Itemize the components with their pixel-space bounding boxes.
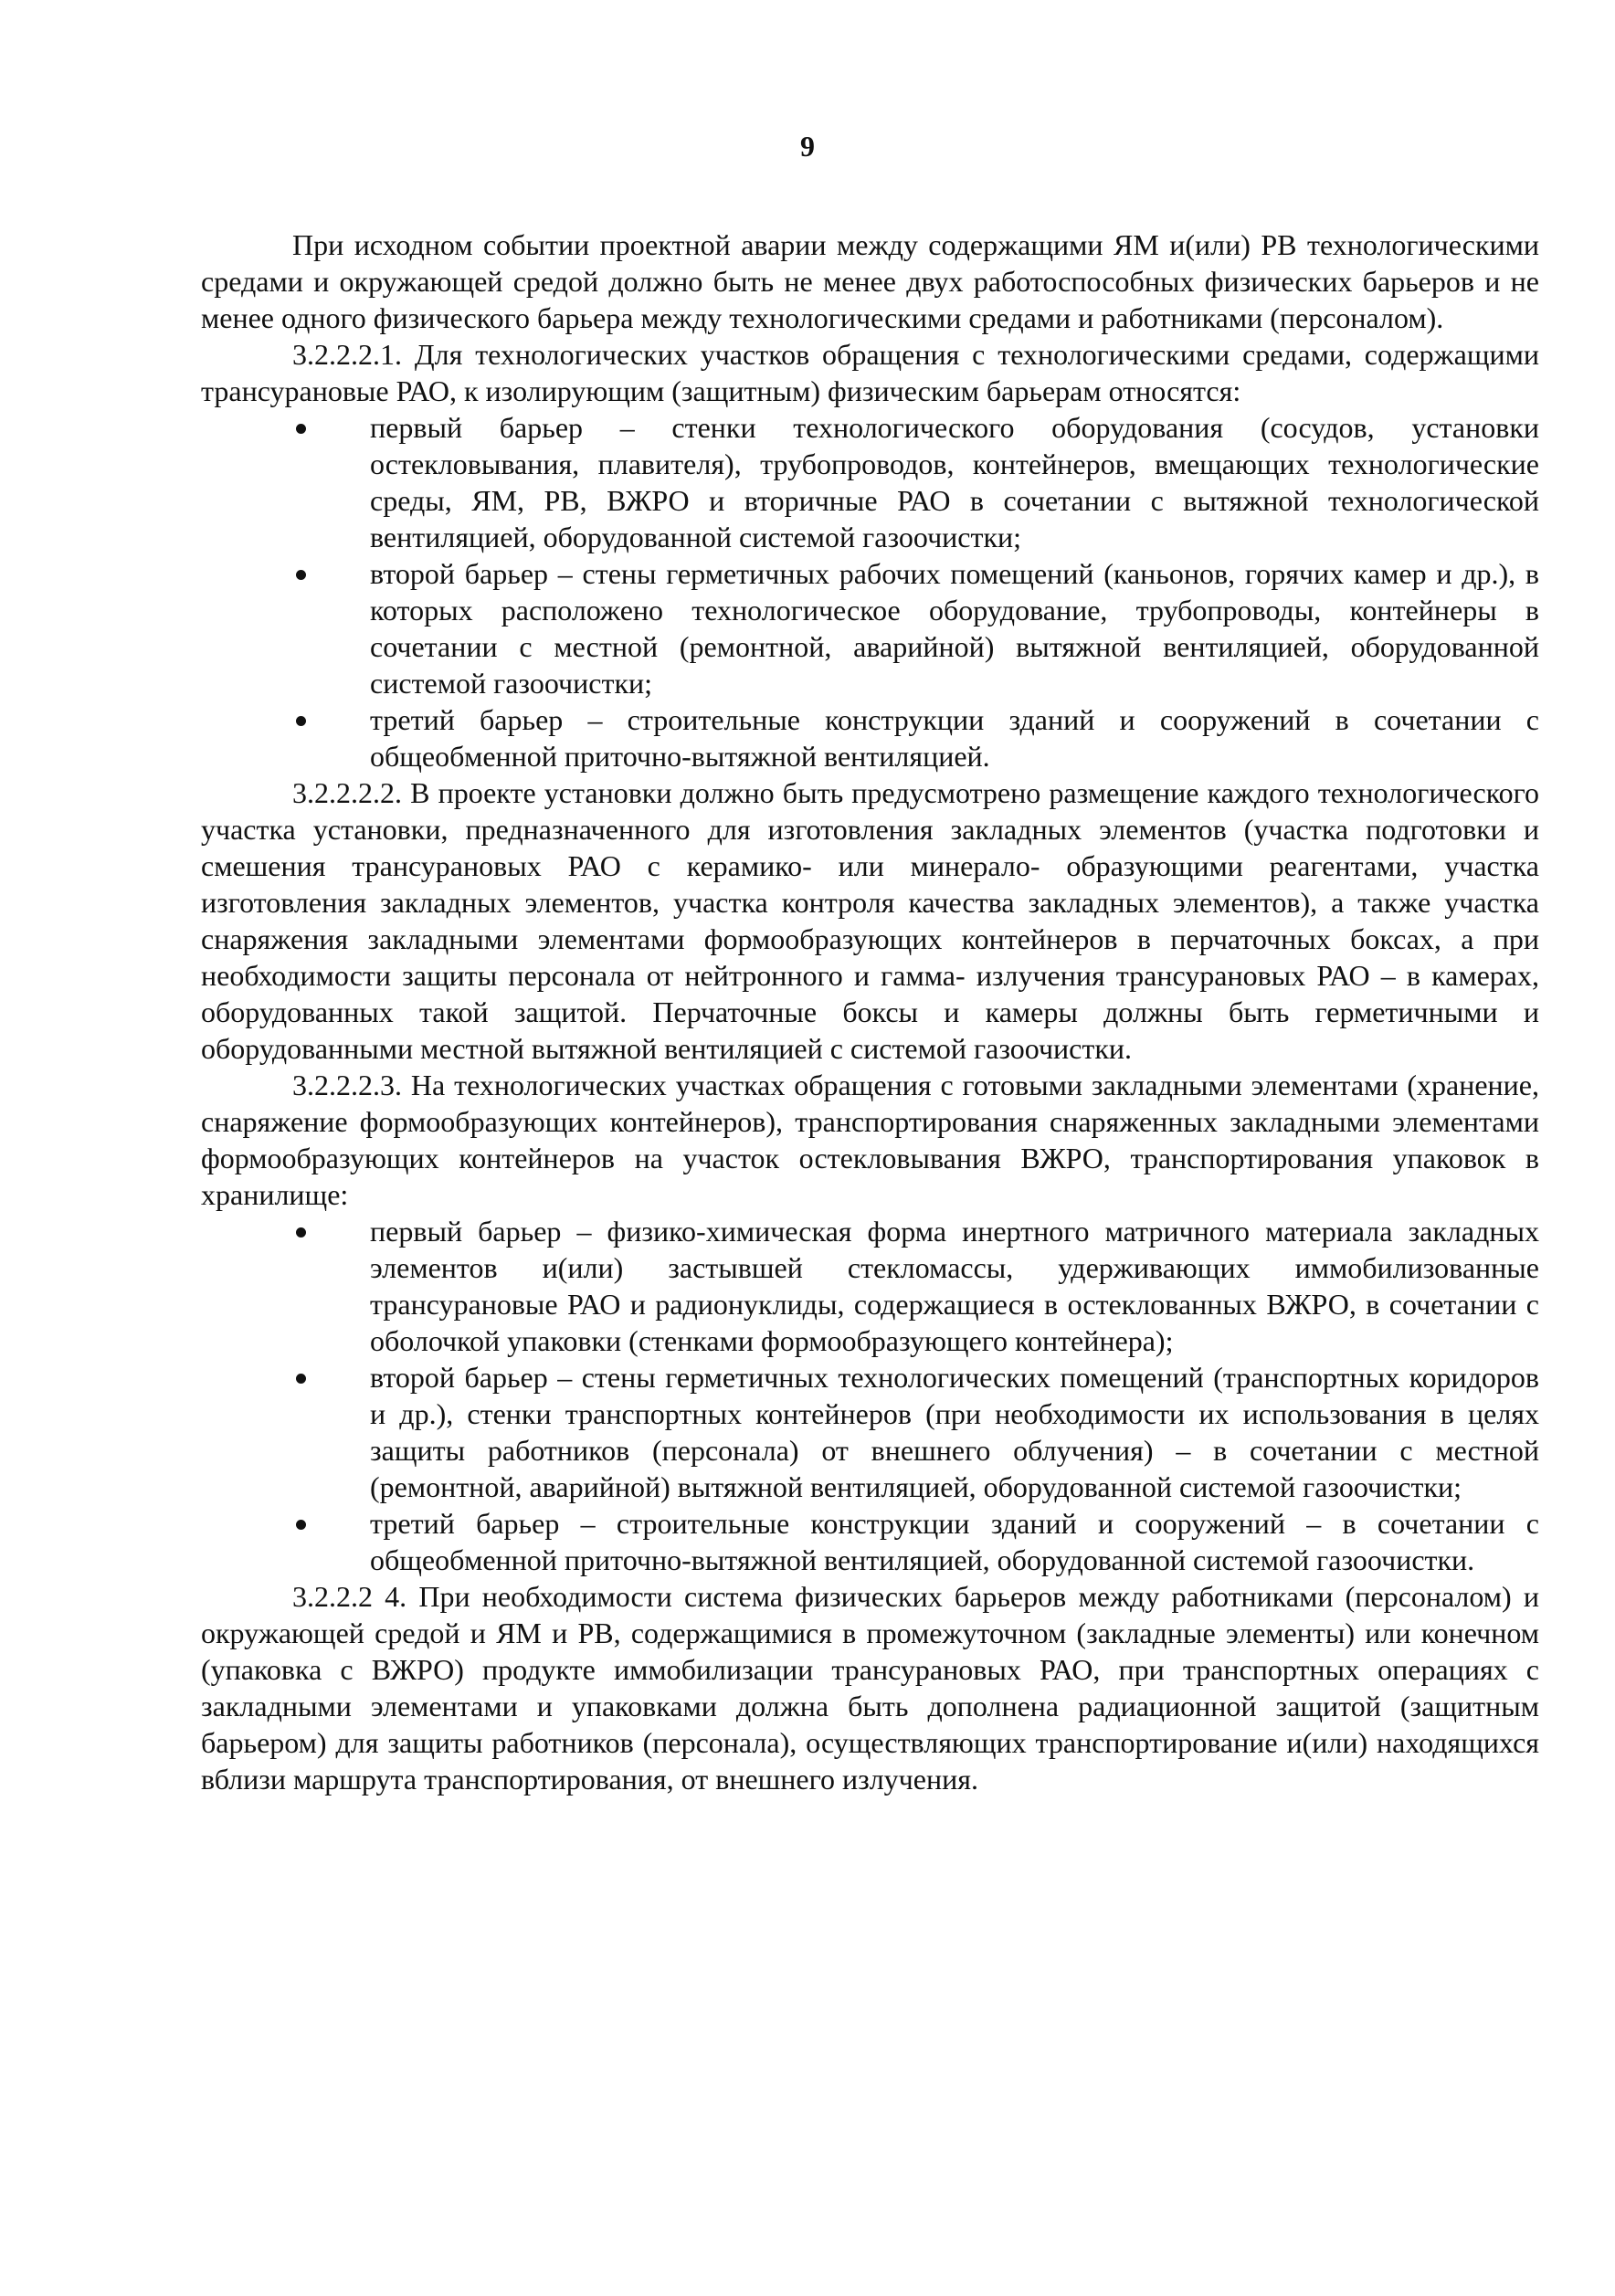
bullet-icon (296, 1374, 306, 1384)
list-item-text: первый барьер – физико-химическая форма инертного матричного материала закладных элементов и(или) застывшей стекломассы, удерживающих иммобилизованные трансурановые РАО и радионуклиды, содержащиеся в остеклованных ВЖРО, в сочетании с оболочкой упаковки (стенками формообразующего контейнера); (370, 1215, 1539, 1357)
paragraph-intro: При исходном событии проектной аварии между содержащими ЯМ и(или) РВ технологическими средами и окружающей средой должно быть не менее двух работоспособных физических барьеров и не менее одного физического барьера между технологическими средами и работниками (персоналом). (201, 228, 1539, 334)
list-item-text: третий барьер – строительные конструкции зданий и сооружений – в сочетании с общеобменной приточно-вытяжной вентиляцией, оборудованной системой газоочистки. (370, 1507, 1539, 1576)
barrier-list-1 (201, 409, 1539, 774)
list-item-text: второй барьер – стены герметичных рабочих помещений (каньонов, горячих камер и др.), в которых расположено технологическое оборудование, трубопроводы, контейнеры в сочетании с местной (ремонтной, аварийной) вытяжной вентиляцией, оборудованной системой газоочистки; (370, 557, 1539, 700)
bullet-icon (296, 570, 306, 580)
barrier-list-2 (201, 1213, 1539, 1578)
paragraph-3-2-2-2-3: 3.2.2.2.3. На технологических участках обращения с готовыми закладными элементами (хранение, снаряжение формообразующих контейнеров), транспортирования снаряженных закладными элементами формообразующих контейнеров на участок остекловывания ВЖРО, транспортирования упаковок в хранилище: (201, 1069, 1539, 1211)
list-item-text: первый барьер – стенки технологического оборудования (сосудов, установки остекловывания, плавителя), трубопроводов, контейнеров, вмещающих технологические среды, ЯМ, РВ, ВЖРО и вторичные РАО в сочетании с вытяжной технологической вентиляцией, оборудованной системой газоочистки; (370, 411, 1539, 553)
paragraph-3-2-2-2-1: 3.2.2.2.1. Для технологических участков обращения с технологическими средами, содержащими трансурановые РАО, к изолирующим (защитным) физическим барьерам относятся: (201, 338, 1539, 407)
bullet-icon (296, 1520, 306, 1530)
paragraph-3-2-2-2-4: 3.2.2.2 4. При необходимости система физических барьеров между работниками (персоналом) и окружающей средой и ЯМ и РВ, содержащимися в промежуточном (закладные элементы) или конечном (упаковка с ВЖРО) продукте иммобилизации трансурановых РАО, при транспортных операциях с закладными элементами и упаковками должна быть дополнена радиационной защитой (защитным барьером) для защиты работников (персонала), осуществляющих транспортирование и(или) находящихся вблизи маршрута транспортирования, от внешнего излучения. (201, 1580, 1539, 1796)
document-body (201, 226, 1539, 1797)
list-item (201, 701, 1539, 774)
list-item-text: третий барьер – строительные конструкции зданий и сооружений в сочетании с общеобменной приточно-вытяжной вентиляцией. (370, 703, 1539, 773)
list-item (201, 555, 1539, 701)
bullet-icon (296, 716, 306, 726)
bullet-icon (296, 1227, 306, 1238)
bullet-icon (296, 424, 306, 434)
list-item (201, 409, 1539, 555)
list-item-text: второй барьер – стены герметичных технологических помещений (транспортных коридоров и др.), стенки транспортных контейнеров (при необходимости их использования в целях защиты работников (персонала) от внешнего облучения) – в сочетании с местной (ремонтной, аварийной) вытяжной вентиляцией, оборудованной системой газоочистки; (370, 1361, 1539, 1503)
page-number: 9 (800, 130, 815, 163)
paragraph-3-2-2-2-2: 3.2.2.2.2. В проекте установки должно быть предусмотрено размещение каждого технологического участка установки, предназначенного для изготовления закладных элементов (участка подготовки и смешения трансурановых РАО с керамико- или минерало- образующими реагентами, участка изготовления закладных элементов, участка контроля качества закладных элементов), а также участка снаряжения закладными элементами формообразующих контейнеров в перчаточных боксах, а при необходимости защиты персонала от нейтронного и гамма- излучения трансурановых РАО – в камерах, оборудованных такой защитой. Перчаточные боксы и камеры должны быть герметичными и оборудованными местной вытяжной вентиляцией с системой газоочистки. (201, 776, 1539, 1065)
list-item (201, 1359, 1539, 1505)
list-item (201, 1505, 1539, 1578)
list-item (201, 1213, 1539, 1359)
